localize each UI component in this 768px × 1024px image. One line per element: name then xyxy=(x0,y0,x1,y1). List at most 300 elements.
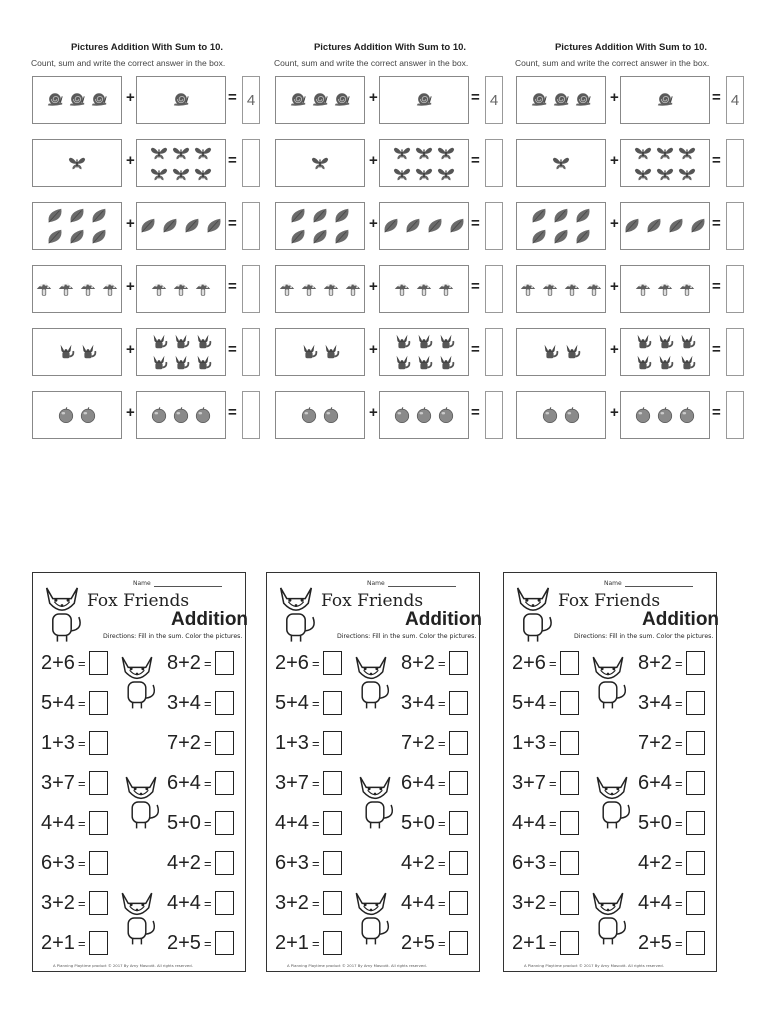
butterfly-icon xyxy=(552,154,570,172)
answer-box[interactable] xyxy=(242,202,260,250)
addition-problem xyxy=(638,731,705,755)
mushroom-icon xyxy=(79,280,97,298)
name-label: Name xyxy=(133,580,151,587)
fox-character-icon xyxy=(115,885,159,951)
addition-problem xyxy=(275,931,342,955)
addition-problem xyxy=(275,891,342,915)
answer-box[interactable] xyxy=(560,931,579,955)
problem-expression: 3+7 xyxy=(275,771,309,794)
left-picture-box xyxy=(32,265,122,313)
addition-row xyxy=(275,391,505,441)
fox-icon xyxy=(57,343,75,361)
name-label: Name xyxy=(604,580,622,587)
equals-sign: = xyxy=(548,895,557,911)
equals-sign: = xyxy=(674,855,683,871)
addition-row xyxy=(32,139,262,189)
right-picture-box xyxy=(379,202,469,250)
addition-row xyxy=(32,265,262,315)
plus-sign: + xyxy=(369,341,378,358)
plus-sign: + xyxy=(610,89,619,106)
answer-box[interactable] xyxy=(242,391,260,439)
addition-problem xyxy=(275,731,342,755)
answer-box[interactable] xyxy=(323,691,342,715)
addition-problem xyxy=(638,811,705,835)
plus-sign: + xyxy=(126,341,135,358)
equals-sign: = xyxy=(471,89,480,106)
answer-box[interactable] xyxy=(560,851,579,875)
answer-box[interactable] xyxy=(726,202,744,250)
problem-expression: 3+2 xyxy=(41,891,75,914)
problem-expression: 4+4 xyxy=(275,811,309,834)
right-picture-box xyxy=(136,202,226,250)
addition-problem xyxy=(275,851,342,875)
addition-problem xyxy=(638,851,705,875)
plus-sign: + xyxy=(126,278,135,295)
right-picture-box xyxy=(379,391,469,439)
name-field[interactable] xyxy=(367,580,456,587)
fox-icon xyxy=(79,343,97,361)
addition-problem xyxy=(512,931,579,955)
mushroom-icon xyxy=(634,280,652,298)
fox-character-icon xyxy=(510,579,556,649)
equals-sign: = xyxy=(437,655,446,671)
answer-box[interactable] xyxy=(323,891,342,915)
equals-sign: = xyxy=(712,278,721,295)
fox-icon xyxy=(300,343,318,361)
apple-icon xyxy=(322,406,340,424)
problem-expression: 3+4 xyxy=(638,691,672,714)
leaf-icon xyxy=(161,217,179,235)
equals-sign: = xyxy=(77,895,86,911)
problem-expression: 2+5 xyxy=(167,931,201,954)
equals-sign: = xyxy=(471,341,480,358)
problem-expression: 4+4 xyxy=(401,891,435,914)
right-picture-box xyxy=(136,265,226,313)
equals-sign: = xyxy=(471,278,480,295)
problem-expression: 2+6 xyxy=(41,651,75,674)
equals-sign: = xyxy=(311,655,320,671)
leaf-icon xyxy=(623,217,641,235)
equals-sign: = xyxy=(548,815,557,831)
butterfly-icon xyxy=(437,144,455,162)
answer-box[interactable] xyxy=(686,851,705,875)
mushroom-icon xyxy=(322,280,340,298)
equals-sign: = xyxy=(548,695,557,711)
problem-expression: 2+1 xyxy=(275,931,309,954)
addition-row xyxy=(516,265,746,315)
left-picture-box xyxy=(275,76,365,124)
addition-problem xyxy=(638,931,705,955)
leaf-icon xyxy=(311,228,329,246)
fox-character-icon xyxy=(273,579,319,649)
answer-box[interactable] xyxy=(215,891,234,915)
mushroom-icon xyxy=(541,280,559,298)
answer-box[interactable] xyxy=(323,851,342,875)
problem-expression: 8+2 xyxy=(401,651,435,674)
addition-problem xyxy=(401,811,468,835)
worksheet-instruction: Count, sum and write the correct answer in the box. xyxy=(515,58,710,68)
answer-box[interactable] xyxy=(323,931,342,955)
left-picture-box xyxy=(32,202,122,250)
butterfly-icon xyxy=(68,154,86,172)
problem-expression: 5+0 xyxy=(638,811,672,834)
answer-box[interactable] xyxy=(686,931,705,955)
answer-box[interactable] xyxy=(560,771,579,795)
addition-problem xyxy=(638,651,705,675)
addition-row xyxy=(516,76,746,126)
butterfly-icon xyxy=(194,144,212,162)
equals-sign: = xyxy=(77,855,86,871)
problem-expression: 2+5 xyxy=(401,931,435,954)
equals-sign: = xyxy=(712,341,721,358)
addition-problem xyxy=(638,691,705,715)
answer-box[interactable] xyxy=(89,731,108,755)
plus-sign: + xyxy=(126,89,135,106)
problem-expression: 5+4 xyxy=(512,691,546,714)
fox-friends-worksheet xyxy=(32,572,249,972)
addition-problem xyxy=(638,771,705,795)
butterfly-icon xyxy=(415,144,433,162)
addition-problem xyxy=(401,691,468,715)
right-picture-box xyxy=(379,328,469,376)
mushroom-icon xyxy=(172,280,190,298)
leaf-icon xyxy=(90,228,108,246)
right-picture-box xyxy=(379,265,469,313)
butterfly-icon xyxy=(172,165,190,183)
addition-problem xyxy=(512,691,579,715)
fox-icon xyxy=(415,354,433,372)
mushroom-icon xyxy=(194,280,212,298)
answer-box[interactable] xyxy=(560,891,579,915)
answer-box[interactable]: 4 xyxy=(726,76,744,124)
mushroom-icon xyxy=(344,280,362,298)
equals-sign: = xyxy=(437,935,446,951)
leaf-icon xyxy=(574,228,592,246)
problem-expression: 6+3 xyxy=(275,851,309,874)
equals-sign: = xyxy=(712,89,721,106)
left-picture-box xyxy=(516,76,606,124)
leaf-icon xyxy=(333,207,351,225)
fox-icon xyxy=(150,354,168,372)
name-field[interactable] xyxy=(133,580,222,587)
equals-sign: = xyxy=(712,215,721,232)
addition-problem xyxy=(401,851,468,875)
apple-icon xyxy=(57,406,75,424)
fox-character-icon xyxy=(349,885,393,951)
equals-sign: = xyxy=(228,89,237,106)
fox-icon xyxy=(194,354,212,372)
leaf-icon xyxy=(448,217,466,235)
addition-problem xyxy=(638,891,705,915)
answer-box[interactable] xyxy=(215,851,234,875)
leaf-icon xyxy=(667,217,685,235)
addition-problem xyxy=(401,731,468,755)
fox-character-icon xyxy=(349,649,393,715)
fox-icon xyxy=(656,333,674,351)
answer-box[interactable] xyxy=(560,731,579,755)
butterfly-icon xyxy=(656,165,674,183)
answer-box[interactable] xyxy=(686,651,705,675)
answer-box[interactable] xyxy=(686,691,705,715)
answer-box[interactable]: 4 xyxy=(242,76,260,124)
answer-box[interactable] xyxy=(215,691,234,715)
answer-box[interactable] xyxy=(449,771,468,795)
answer-box[interactable] xyxy=(215,731,234,755)
answer-box[interactable] xyxy=(560,691,579,715)
apple-icon xyxy=(415,406,433,424)
addition-problem xyxy=(275,651,342,675)
apple-icon xyxy=(678,406,696,424)
equals-sign: = xyxy=(203,895,212,911)
addition-row xyxy=(32,76,262,126)
sheet-subtitle: Addition xyxy=(405,609,483,630)
answer-box[interactable] xyxy=(215,771,234,795)
leaf-icon xyxy=(289,228,307,246)
fox-icon xyxy=(194,333,212,351)
plus-sign: + xyxy=(126,215,135,232)
right-picture-box xyxy=(379,76,469,124)
problem-expression: 2+1 xyxy=(41,931,75,954)
fox-character-icon xyxy=(115,649,159,715)
fox-character-icon xyxy=(39,579,85,649)
apple-icon xyxy=(437,406,455,424)
equals-sign: = xyxy=(437,735,446,751)
equals-sign: = xyxy=(548,735,557,751)
answer-box[interactable] xyxy=(449,731,468,755)
name-line[interactable] xyxy=(625,586,693,587)
answer-box[interactable] xyxy=(485,139,503,187)
leaf-icon xyxy=(552,228,570,246)
apple-icon xyxy=(79,406,97,424)
problem-expression: 3+7 xyxy=(512,771,546,794)
answer-box[interactable] xyxy=(449,851,468,875)
plus-sign: + xyxy=(610,404,619,421)
answer-box[interactable] xyxy=(242,328,260,376)
butterfly-icon xyxy=(678,144,696,162)
mushroom-icon xyxy=(35,280,53,298)
answer-box[interactable] xyxy=(215,651,234,675)
fox-icon xyxy=(563,343,581,361)
answer-box[interactable] xyxy=(686,811,705,835)
answer-box[interactable] xyxy=(560,811,579,835)
plus-sign: + xyxy=(126,404,135,421)
answer-box[interactable] xyxy=(485,202,503,250)
snail-icon xyxy=(172,91,190,109)
fox-friends-worksheet xyxy=(503,572,720,972)
addition-problem xyxy=(41,651,108,675)
addition-row xyxy=(275,328,505,378)
left-picture-box xyxy=(516,265,606,313)
answer-box[interactable] xyxy=(726,139,744,187)
butterfly-icon xyxy=(634,165,652,183)
equals-sign: = xyxy=(77,735,86,751)
worksheet-instruction: Count, sum and write the correct answer in the box. xyxy=(274,58,469,68)
problem-expression: 2+6 xyxy=(512,651,546,674)
worksheet-title: Pictures Addition With Sum to 10. xyxy=(313,42,467,53)
sheet-subtitle: Addition xyxy=(642,609,720,630)
leaf-icon xyxy=(530,228,548,246)
answer-box[interactable] xyxy=(89,811,108,835)
answer-box[interactable] xyxy=(323,771,342,795)
equals-sign: = xyxy=(674,695,683,711)
answer-box[interactable] xyxy=(89,931,108,955)
equals-sign: = xyxy=(437,855,446,871)
fox-icon xyxy=(541,343,559,361)
plus-sign: + xyxy=(610,278,619,295)
butterfly-icon xyxy=(656,144,674,162)
problem-expression: 8+2 xyxy=(638,651,672,674)
problem-expression: 4+2 xyxy=(401,851,435,874)
answer-box[interactable] xyxy=(726,265,744,313)
equals-sign: = xyxy=(674,935,683,951)
answer-box[interactable] xyxy=(686,771,705,795)
answer-box[interactable] xyxy=(323,651,342,675)
addition-problem xyxy=(275,811,342,835)
name-line[interactable] xyxy=(388,586,456,587)
leaf-icon xyxy=(645,217,663,235)
apple-icon xyxy=(172,406,190,424)
equals-sign: = xyxy=(674,655,683,671)
leaf-icon xyxy=(689,217,707,235)
addition-problem xyxy=(512,851,579,875)
answer-box[interactable]: 4 xyxy=(485,76,503,124)
problem-expression: 3+4 xyxy=(401,691,435,714)
answer-box[interactable] xyxy=(323,731,342,755)
addition-problem xyxy=(401,931,468,955)
answer-box[interactable] xyxy=(686,891,705,915)
answer-box[interactable] xyxy=(323,811,342,835)
leaf-icon xyxy=(205,217,223,235)
equals-sign: = xyxy=(77,695,86,711)
answer-box[interactable] xyxy=(449,691,468,715)
butterfly-icon xyxy=(678,165,696,183)
problem-expression: 8+2 xyxy=(167,651,201,674)
left-picture-box xyxy=(516,328,606,376)
leaf-icon xyxy=(552,207,570,225)
right-picture-box xyxy=(136,139,226,187)
problem-expression: 3+2 xyxy=(275,891,309,914)
equals-sign: = xyxy=(77,815,86,831)
answer-box[interactable] xyxy=(726,328,744,376)
addition-problem xyxy=(401,771,468,795)
name-line[interactable] xyxy=(154,586,222,587)
problem-expression: 6+3 xyxy=(512,851,546,874)
picture-addition-worksheet xyxy=(274,42,505,421)
right-picture-box xyxy=(620,202,710,250)
answer-box[interactable] xyxy=(89,651,108,675)
equals-sign: = xyxy=(674,895,683,911)
equals-sign: = xyxy=(548,775,557,791)
fox-icon xyxy=(172,354,190,372)
addition-problem xyxy=(41,691,108,715)
equals-sign: = xyxy=(311,935,320,951)
answer-box[interactable] xyxy=(449,811,468,835)
leaf-icon xyxy=(426,217,444,235)
mushroom-icon xyxy=(278,280,296,298)
answer-box[interactable] xyxy=(726,391,744,439)
right-picture-box xyxy=(620,76,710,124)
addition-problem xyxy=(41,891,108,915)
equals-sign: = xyxy=(471,404,480,421)
fox-icon xyxy=(656,354,674,372)
equals-sign: = xyxy=(471,152,480,169)
equals-sign: = xyxy=(437,895,446,911)
plus-sign: + xyxy=(610,341,619,358)
butterfly-icon xyxy=(634,144,652,162)
answer-box[interactable] xyxy=(485,265,503,313)
addition-row xyxy=(32,328,262,378)
leaf-icon xyxy=(183,217,201,235)
left-picture-box xyxy=(275,265,365,313)
equals-sign: = xyxy=(437,695,446,711)
fox-icon xyxy=(678,333,696,351)
addition-row xyxy=(516,391,746,441)
answer-box[interactable] xyxy=(89,891,108,915)
answer-box[interactable] xyxy=(242,139,260,187)
answer-box[interactable] xyxy=(449,651,468,675)
answer-box[interactable] xyxy=(242,265,260,313)
addition-problem xyxy=(41,771,108,795)
snail-icon xyxy=(68,91,86,109)
equals-sign: = xyxy=(548,655,557,671)
answer-box[interactable] xyxy=(89,691,108,715)
problem-expression: 7+2 xyxy=(401,731,435,754)
equals-sign: = xyxy=(203,695,212,711)
left-picture-box xyxy=(275,139,365,187)
answer-box[interactable] xyxy=(485,391,503,439)
problem-expression: 4+4 xyxy=(41,811,75,834)
apple-icon xyxy=(300,406,318,424)
copyright-footer: A Planning Playtime product © 2017 By Amy Mascott. All rights reserved. xyxy=(524,963,664,968)
answer-box[interactable] xyxy=(215,811,234,835)
answer-box[interactable] xyxy=(560,651,579,675)
plus-sign: + xyxy=(369,152,378,169)
left-picture-box xyxy=(275,202,365,250)
name-field[interactable] xyxy=(604,580,693,587)
problem-expression: 2+1 xyxy=(512,931,546,954)
fox-icon xyxy=(393,354,411,372)
leaf-icon xyxy=(530,207,548,225)
fox-icon xyxy=(437,354,455,372)
answer-box[interactable] xyxy=(449,931,468,955)
addition-problem xyxy=(167,771,234,795)
equals-sign: = xyxy=(311,695,320,711)
equals-sign: = xyxy=(228,404,237,421)
equals-sign: = xyxy=(712,152,721,169)
left-picture-box xyxy=(275,391,365,439)
answer-box[interactable] xyxy=(686,731,705,755)
equals-sign: = xyxy=(311,895,320,911)
equals-sign: = xyxy=(311,855,320,871)
addition-problem xyxy=(275,691,342,715)
apple-icon xyxy=(194,406,212,424)
mushroom-icon xyxy=(101,280,119,298)
answer-box[interactable] xyxy=(485,328,503,376)
addition-problem xyxy=(401,651,468,675)
leaf-icon xyxy=(139,217,157,235)
leaf-icon xyxy=(404,217,422,235)
equals-sign: = xyxy=(674,735,683,751)
sheet-subtitle: Addition xyxy=(171,609,249,630)
problem-expression: 5+0 xyxy=(167,811,201,834)
answer-box[interactable] xyxy=(89,851,108,875)
snail-icon xyxy=(289,91,307,109)
apple-icon xyxy=(656,406,674,424)
answer-box[interactable] xyxy=(449,891,468,915)
answer-box[interactable] xyxy=(215,931,234,955)
answer-box[interactable] xyxy=(89,771,108,795)
plus-sign: + xyxy=(369,89,378,106)
